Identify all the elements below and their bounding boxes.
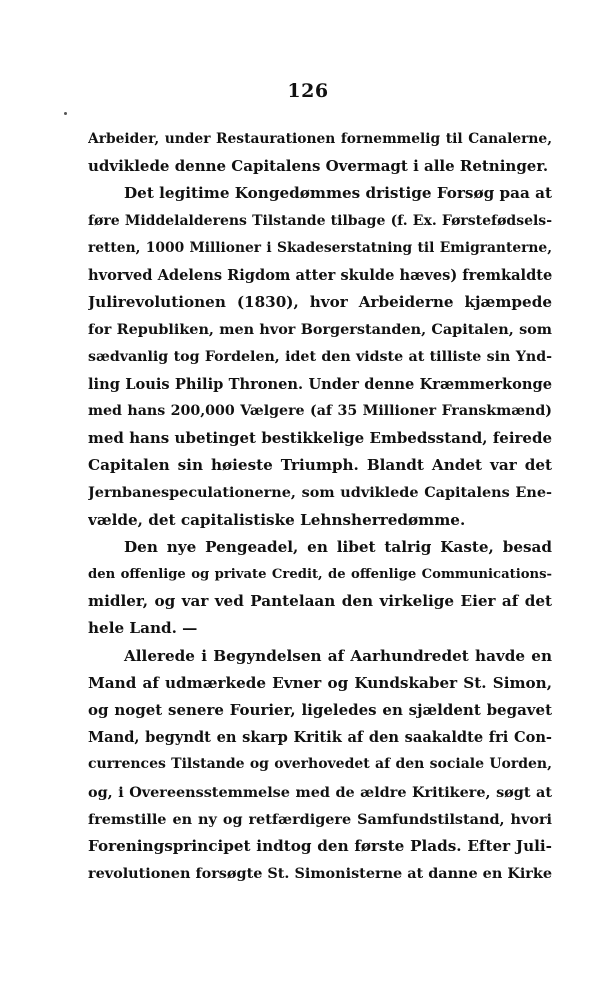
text-line: føre Middelalderens Tilstande tilbage (f. Ex. Førstefødsels-	[88, 212, 552, 229]
text-line: ling Louis Philip Thronen. Under denne Kræmmerkonge	[88, 375, 552, 393]
text-line: for Republiken, men hvor Borgerstanden, Capitalen, som	[88, 321, 552, 339]
text-line: revolutionen forsøgte St. Simonisterne at danne en Kirke	[88, 865, 552, 883]
text-line: Mand af udmærkede Evner og Kundskaber St. Simon,	[88, 673, 552, 692]
text-line: hvorved Adelens Rigdom atter skulde hæves) fremkaldte	[88, 266, 552, 284]
text-line: Arbeider, under Restaurationen fornemmelig til Canalerne,	[88, 131, 552, 147]
text-line: Capitalen sin høieste Triumph. Blandt Andet var det	[88, 456, 552, 475]
text-line: vælde, det capitalistiske Lehnsherredømme.	[88, 510, 466, 529]
text-line: Jernbanespeculationerne, som udviklede Capitalens Ene-	[88, 484, 552, 502]
text-line: med hans ubetinget bestikkelige Embedsstand, feirede	[88, 429, 552, 448]
paper-speck	[64, 112, 67, 115]
text-line: Julirevolutionen (1830), hvor Arbeiderne kjæmpede	[88, 293, 552, 312]
text-line: og, i Overeensstemmelse med de ældre Kritikere, søgt at	[88, 783, 552, 801]
text-line: Det legitime Kongedømmes dristige Forsøg paa at	[124, 184, 552, 203]
text-line: den offenlige og private Credit, de offenlige Communications-	[88, 567, 552, 582]
text-line: retten, 1000 Millioner i Skadeserstatning til Emigranterne,	[88, 239, 552, 256]
text-line: hele Land. —	[88, 619, 198, 638]
text-line: med hans 200,000 Vælgere (af 35 Millioner Franskmænd)	[88, 402, 552, 419]
text-line: Mand, begyndt en skarp Kritik af den saakaldte fri Con-	[88, 729, 552, 747]
text-line: sædvanlig tog Fordelen, idet den vidste at tilliste sin Ynd-	[88, 348, 552, 365]
text-line: Foreningsprincipet indtog den første Plads. Efter Juli-	[88, 836, 552, 855]
page-number: 126	[287, 80, 329, 102]
text-line: fremstille en ny og retfærdigere Samfundstilstand, hvori	[88, 810, 552, 828]
text-line: og noget senere Fourier, ligeledes en sjældent begavet	[88, 700, 552, 719]
text-line: Allerede i Begyndelsen af Aarhundredet havde en	[124, 646, 552, 665]
text-line: udviklede denne Capitalens Overmagt i alle Retninger.	[88, 157, 549, 176]
text-line: midler, og var ved Pantelaan den virkelige Eier af det	[88, 592, 552, 611]
text-line: currences Tilstande og overhovedet af den sociale Uorden,	[88, 756, 552, 773]
text-line: Den nye Pengeadel, en libet talrig Kaste, besad	[124, 537, 552, 556]
body-text	[88, 126, 552, 887]
